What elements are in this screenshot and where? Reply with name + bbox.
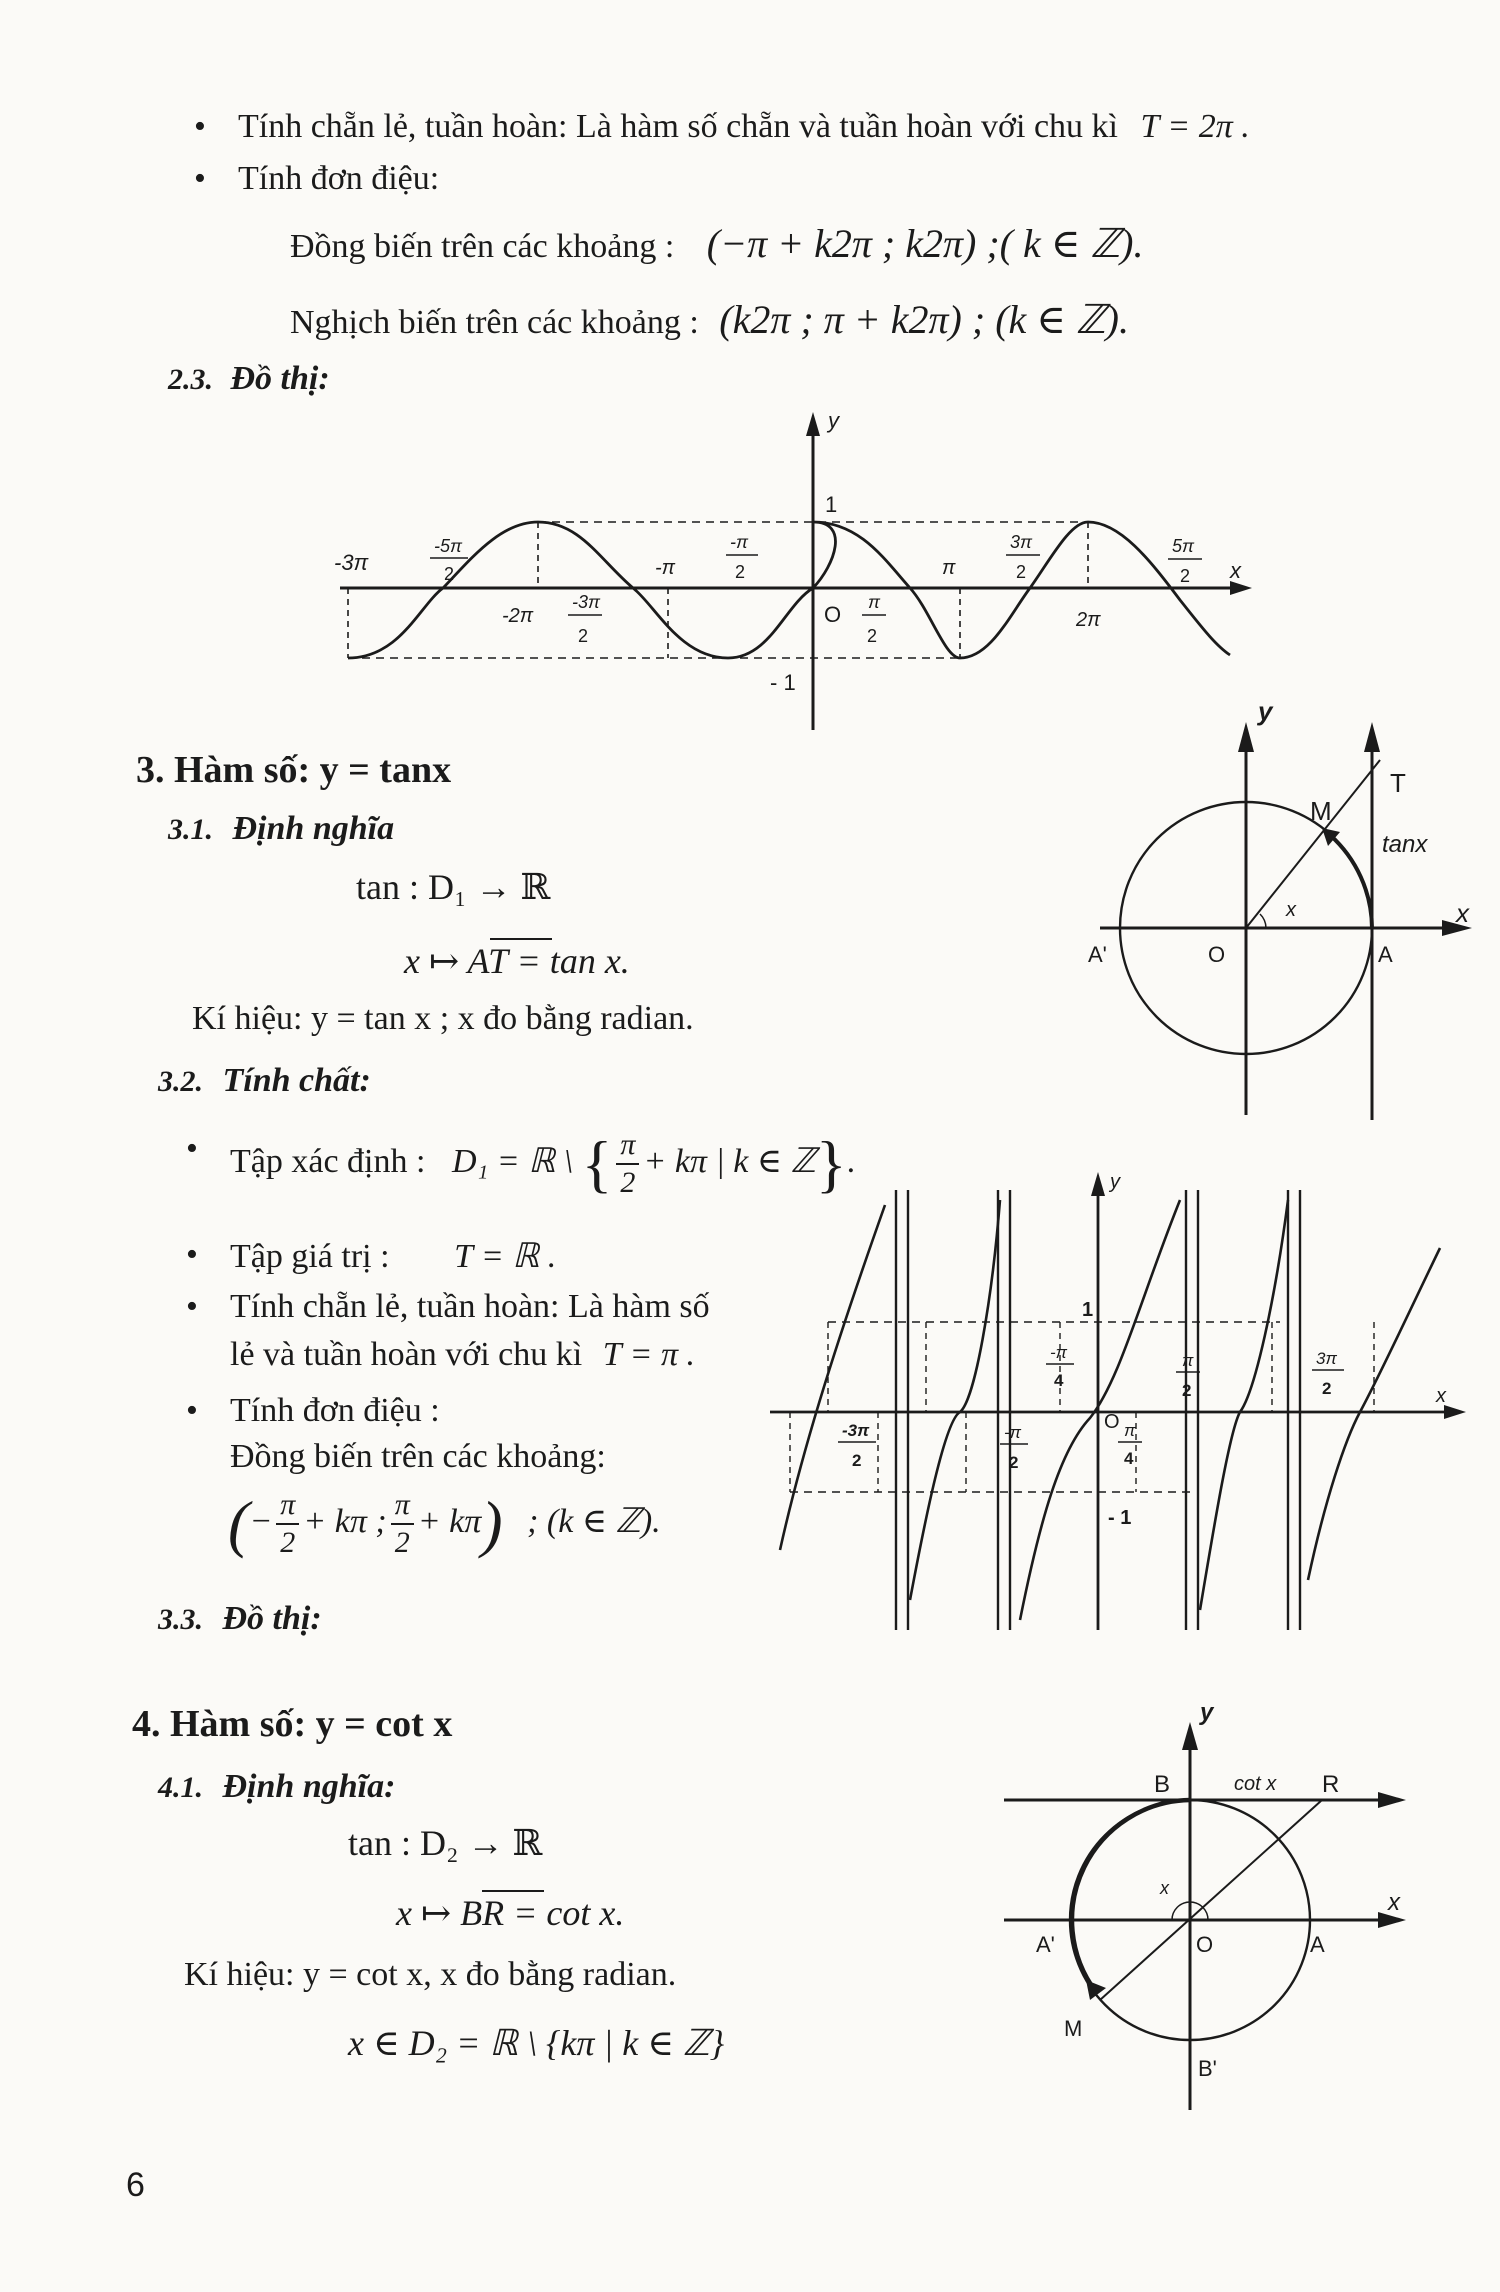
cot-circle-diagram: [990, 1700, 1430, 2120]
cos-monotonic-text: Tính đơn điệu:: [238, 160, 440, 197]
cos-tick-m3pi: -3π: [334, 550, 369, 575]
tan-interval-a-num: π: [276, 1490, 299, 1525]
tan-interval-a-pre: −: [249, 1502, 273, 1540]
tan-map-line: [356, 866, 550, 908]
cot-vector-bar: [482, 1888, 544, 1894]
cot-arc-arrow: [1072, 1800, 1190, 1992]
tan-interval-paren-open: (: [228, 1488, 250, 1559]
tan-lbl-3pi2-d: 2: [1322, 1379, 1332, 1398]
tan-graph-one: 1: [1082, 1299, 1094, 1321]
cot-heading: [132, 1702, 452, 1746]
cos-origin: O: [824, 602, 842, 627]
tan-domain-brace-close: }: [815, 1128, 847, 1199]
cos-tick-m2pi: -2π: [502, 605, 534, 627]
tan-def-text: Định nghĩa: [232, 810, 395, 847]
cos-tick-pi: π: [942, 557, 956, 579]
tan-lbl-mpi2-n: -π: [1004, 1423, 1022, 1442]
cos-tick-m5pi2-d: 2: [444, 564, 455, 584]
tan-circle-x: x: [1456, 898, 1469, 928]
cos-tick-mpi: -π: [655, 557, 676, 579]
tan-circle-diagram: [1060, 700, 1480, 1130]
cos-y-minus-one: - 1: [770, 670, 796, 695]
tan-circle-angle: x: [1286, 899, 1296, 921]
cot-axis-arrow: [1378, 1792, 1406, 1808]
cot-def-num: 4.1.: [158, 1771, 203, 1804]
cot-notation: [184, 1956, 676, 1994]
tan-circle-A: A: [1378, 942, 1393, 967]
tan-graph-num: 3.3.: [158, 1603, 203, 1636]
cos-tick-2pi: 2π: [1076, 609, 1101, 631]
tan-graph-y-arrow: [1091, 1172, 1105, 1196]
tan-vector-bar: [490, 936, 552, 942]
tan-interval-a-frac: [276, 1490, 299, 1558]
cos-curve: [348, 522, 1230, 658]
tan-domain-label: Tập xác định :: [230, 1142, 426, 1180]
tan-domain-rest: + kπ | k ∈ ℤ: [643, 1142, 816, 1180]
tan-circle-T: T: [1390, 768, 1406, 798]
cos-graph-heading-num: 2.3.: [168, 363, 213, 396]
cos-tick-3pi2-d: 2: [1016, 562, 1027, 582]
page-number-text: 6: [126, 2166, 145, 2204]
tan-interval-a-post: + kπ ;: [303, 1502, 387, 1540]
tan-def-num: 3.1.: [168, 813, 213, 846]
cot-domain: [348, 2022, 724, 2064]
cot-map-text: tan : D₂ → ℝ: [348, 1823, 543, 1863]
cos-graph: [330, 400, 1260, 740]
tan-lbl-m3pi2-n: -3π: [842, 1421, 870, 1440]
cot-circle-y: y: [1200, 1700, 1214, 1726]
cos-increasing-label: Đồng biến trên các khoảng :: [290, 228, 675, 265]
cos-decreasing-interval: (k2π ; π + k2π) ; (k ∈ ℤ).: [719, 297, 1129, 342]
cot-def-text: Định nghĩa:: [222, 1768, 396, 1805]
tan-domain-brace-open: {: [581, 1128, 613, 1199]
tan-prop-num: 3.2.: [158, 1065, 203, 1098]
cos-tick-3pi2-n: 3π: [1010, 532, 1033, 552]
page-number: [126, 2166, 145, 2205]
cot-circle-B: B: [1154, 1771, 1171, 1798]
tan-interval-b-num: π: [391, 1490, 414, 1525]
tan-circle-y: y: [1258, 700, 1273, 726]
tan-range-value: T = ℝ .: [454, 1238, 557, 1275]
tan-graph-heading: [158, 1600, 322, 1638]
cot-circle-A: A: [1310, 1932, 1325, 1957]
tan-increasing-interval: [228, 1490, 661, 1558]
cos-decreasing-line: [290, 296, 1129, 343]
cos-parity-text: Tính chẵn lẻ, tuần hoàn: Là hàm số chẵn và tuần hoàn với chu kì: [238, 108, 1118, 145]
tan-domain-frac-num: π: [616, 1130, 639, 1165]
tan-map-rule-text: x ↦ AT = tan x.: [404, 941, 630, 981]
cot-circle-M: M: [1064, 2016, 1083, 2041]
tan-lbl-pi2-d: 2: [1182, 1381, 1192, 1400]
cos-increasing-line: [290, 220, 1143, 267]
tan-ray-OT: [1246, 760, 1380, 928]
cot-heading-text: 4. Hàm số: y = cot x: [132, 1703, 453, 1745]
cos-tick-mpi2-d: 2: [735, 562, 746, 582]
tan-lbl-mpi4-d: 4: [1054, 1371, 1064, 1390]
cot-circle-Bprime: B': [1198, 2056, 1217, 2081]
tan-interval-paren-close: ): [481, 1488, 503, 1559]
tan-branches: [780, 1200, 1440, 1620]
cot-def-heading: [158, 1768, 395, 1806]
tan-monotonic-line: [230, 1392, 440, 1430]
tan-circle-M: M: [1310, 796, 1332, 826]
cot-map-line: [348, 1822, 542, 1864]
tan-interval-a-den: 2: [280, 1526, 296, 1559]
tan-interval-tail: ; (k ∈ ℤ).: [527, 1502, 661, 1540]
tan-circle-O: O: [1208, 942, 1226, 967]
tan-heading-text: 3. Hàm số: y = tanx: [136, 749, 452, 791]
cos-x-label: x: [1230, 558, 1241, 583]
tan-lbl-mpi4-n: -π: [1050, 1343, 1068, 1362]
tan-interval-b-post: + kπ: [417, 1502, 482, 1540]
tan-parity-line2: [230, 1336, 695, 1374]
tan-parity-line1: [230, 1288, 710, 1326]
cot-circle-Aprime: A': [1036, 1932, 1055, 1957]
tan-lbl-mpi2-d: 2: [1009, 1453, 1019, 1472]
tan-graph-O: O: [1104, 1411, 1120, 1433]
cos-tick-m3pi2-d: 2: [578, 626, 589, 646]
cot-y-arrow: [1182, 1722, 1198, 1750]
tan-y-arrow: [1238, 722, 1254, 752]
cos-x-arrow: [1230, 581, 1252, 595]
tan-increasing-label: [230, 1438, 606, 1476]
tan-domain-frac: [616, 1130, 639, 1198]
tan-domain-frac-den: 2: [620, 1166, 636, 1199]
cos-parity-period: T = 2π .: [1140, 108, 1250, 145]
tan-lbl-pi4-n: π: [1124, 1421, 1136, 1440]
tan-lbl-m3pi2-d: 2: [852, 1451, 862, 1470]
cos-increasing-interval: (−π + k2π ; k2π) ;( k ∈ ℤ).: [706, 221, 1144, 266]
tan-graph-text: Đồ thị:: [222, 1600, 322, 1637]
tan-prop-text: Tính chất:: [222, 1062, 371, 1099]
cos-tick-pi2-d: 2: [867, 626, 878, 646]
tan-lbl-pi4-d: 4: [1124, 1449, 1134, 1468]
tan-domain-lhs: D₁ = ℝ \: [451, 1142, 574, 1180]
tan-graph-x: x: [1436, 1385, 1446, 1407]
tan-domain-line: • Tập xác định : D₁ = ℝ \ { $\frac{\pi}{2}$ + kπ | k ∈ ℤ}.: [230, 1130, 855, 1198]
tan-parity-text2: lẻ và tuần hoàn với chu kì: [230, 1336, 583, 1373]
cos-tick-5pi2-d: 2: [1180, 566, 1191, 586]
tan-arc-arrow: [1330, 835, 1372, 928]
tan-lbl-pi2-n: π: [1182, 1351, 1194, 1370]
tan-graph-x-arrow: [1444, 1405, 1466, 1419]
cos-parity-line: [238, 108, 1250, 146]
cot-domain-text: x ∈ D₂ = ℝ \ {kπ | k ∈ ℤ}: [348, 2023, 725, 2063]
cos-tick-mpi2-n: -π: [730, 532, 749, 552]
cot-map-rule: [396, 1892, 624, 1934]
tan-map-text: tan : D₁ → ℝ: [356, 867, 551, 907]
tan-graph-minus-one: - 1: [1108, 1507, 1132, 1529]
tan-range-label: Tập giá trị :: [230, 1238, 390, 1275]
tan-interval-b-frac: [391, 1490, 414, 1558]
tan-circle-Aprime: A': [1088, 942, 1107, 967]
cos-graph-heading: [168, 360, 330, 398]
cot-notation-text: Kí hiệu: y = cot x, x đo bằng radian.: [184, 1956, 677, 1993]
cos-decreasing-label: Nghịch biến trên các khoảng :: [290, 304, 699, 341]
tan-lbl-3pi2-n: 3π: [1316, 1349, 1337, 1368]
tan-axis-arrow: [1364, 722, 1380, 752]
cot-circle-x: x: [1388, 1889, 1400, 1916]
cos-y-arrow: [806, 412, 820, 436]
tan-heading: [136, 748, 451, 792]
tan-prop-heading: [158, 1062, 371, 1100]
tan-notation: [192, 1000, 694, 1038]
tan-notation-text: Kí hiệu: y = tan x ; x đo bằng radian.: [192, 1000, 694, 1037]
cot-ray-MR: [1100, 1800, 1322, 2000]
tan-def-heading: [168, 810, 394, 848]
cos-y-label: y: [828, 408, 839, 433]
cos-monotonic-label: [238, 160, 439, 198]
tan-monotonic-label: Tính đơn điệu :: [230, 1392, 440, 1429]
tan-graph: [760, 1160, 1480, 1640]
cot-circle-O: O: [1196, 1932, 1214, 1957]
cos-tick-pi2-n: π: [868, 592, 881, 612]
cos-graph-heading-text: Đồ thị:: [230, 360, 330, 397]
tan-graph-y: y: [1110, 1171, 1120, 1193]
cos-tick-5pi2-n: 5π: [1172, 536, 1195, 556]
tan-increasing-text: Đồng biến trên các khoảng:: [230, 1438, 606, 1475]
tan-parity-text1: Tính chẵn lẻ, tuần hoàn: Là hàm số: [230, 1288, 710, 1325]
cot-map-rule-text: x ↦ BR = cot x.: [396, 1893, 625, 1933]
tan-range-line: [230, 1236, 556, 1276]
cot-circle-R: R: [1322, 1771, 1340, 1798]
cot-circle-angle: x: [1160, 1878, 1169, 1898]
tan-circle-tanx: tanx: [1382, 831, 1428, 858]
cos-y-one: 1: [825, 492, 838, 517]
tan-interval-b-den: 2: [394, 1526, 410, 1559]
cos-tick-m3pi2-n: -3π: [572, 592, 601, 612]
tan-map-rule: [404, 940, 630, 982]
cot-circle-cotx: cot x: [1234, 1773, 1277, 1795]
cos-tick-m5pi2-n: -5π: [434, 536, 463, 556]
tan-parity-period: T = π .: [602, 1336, 695, 1373]
